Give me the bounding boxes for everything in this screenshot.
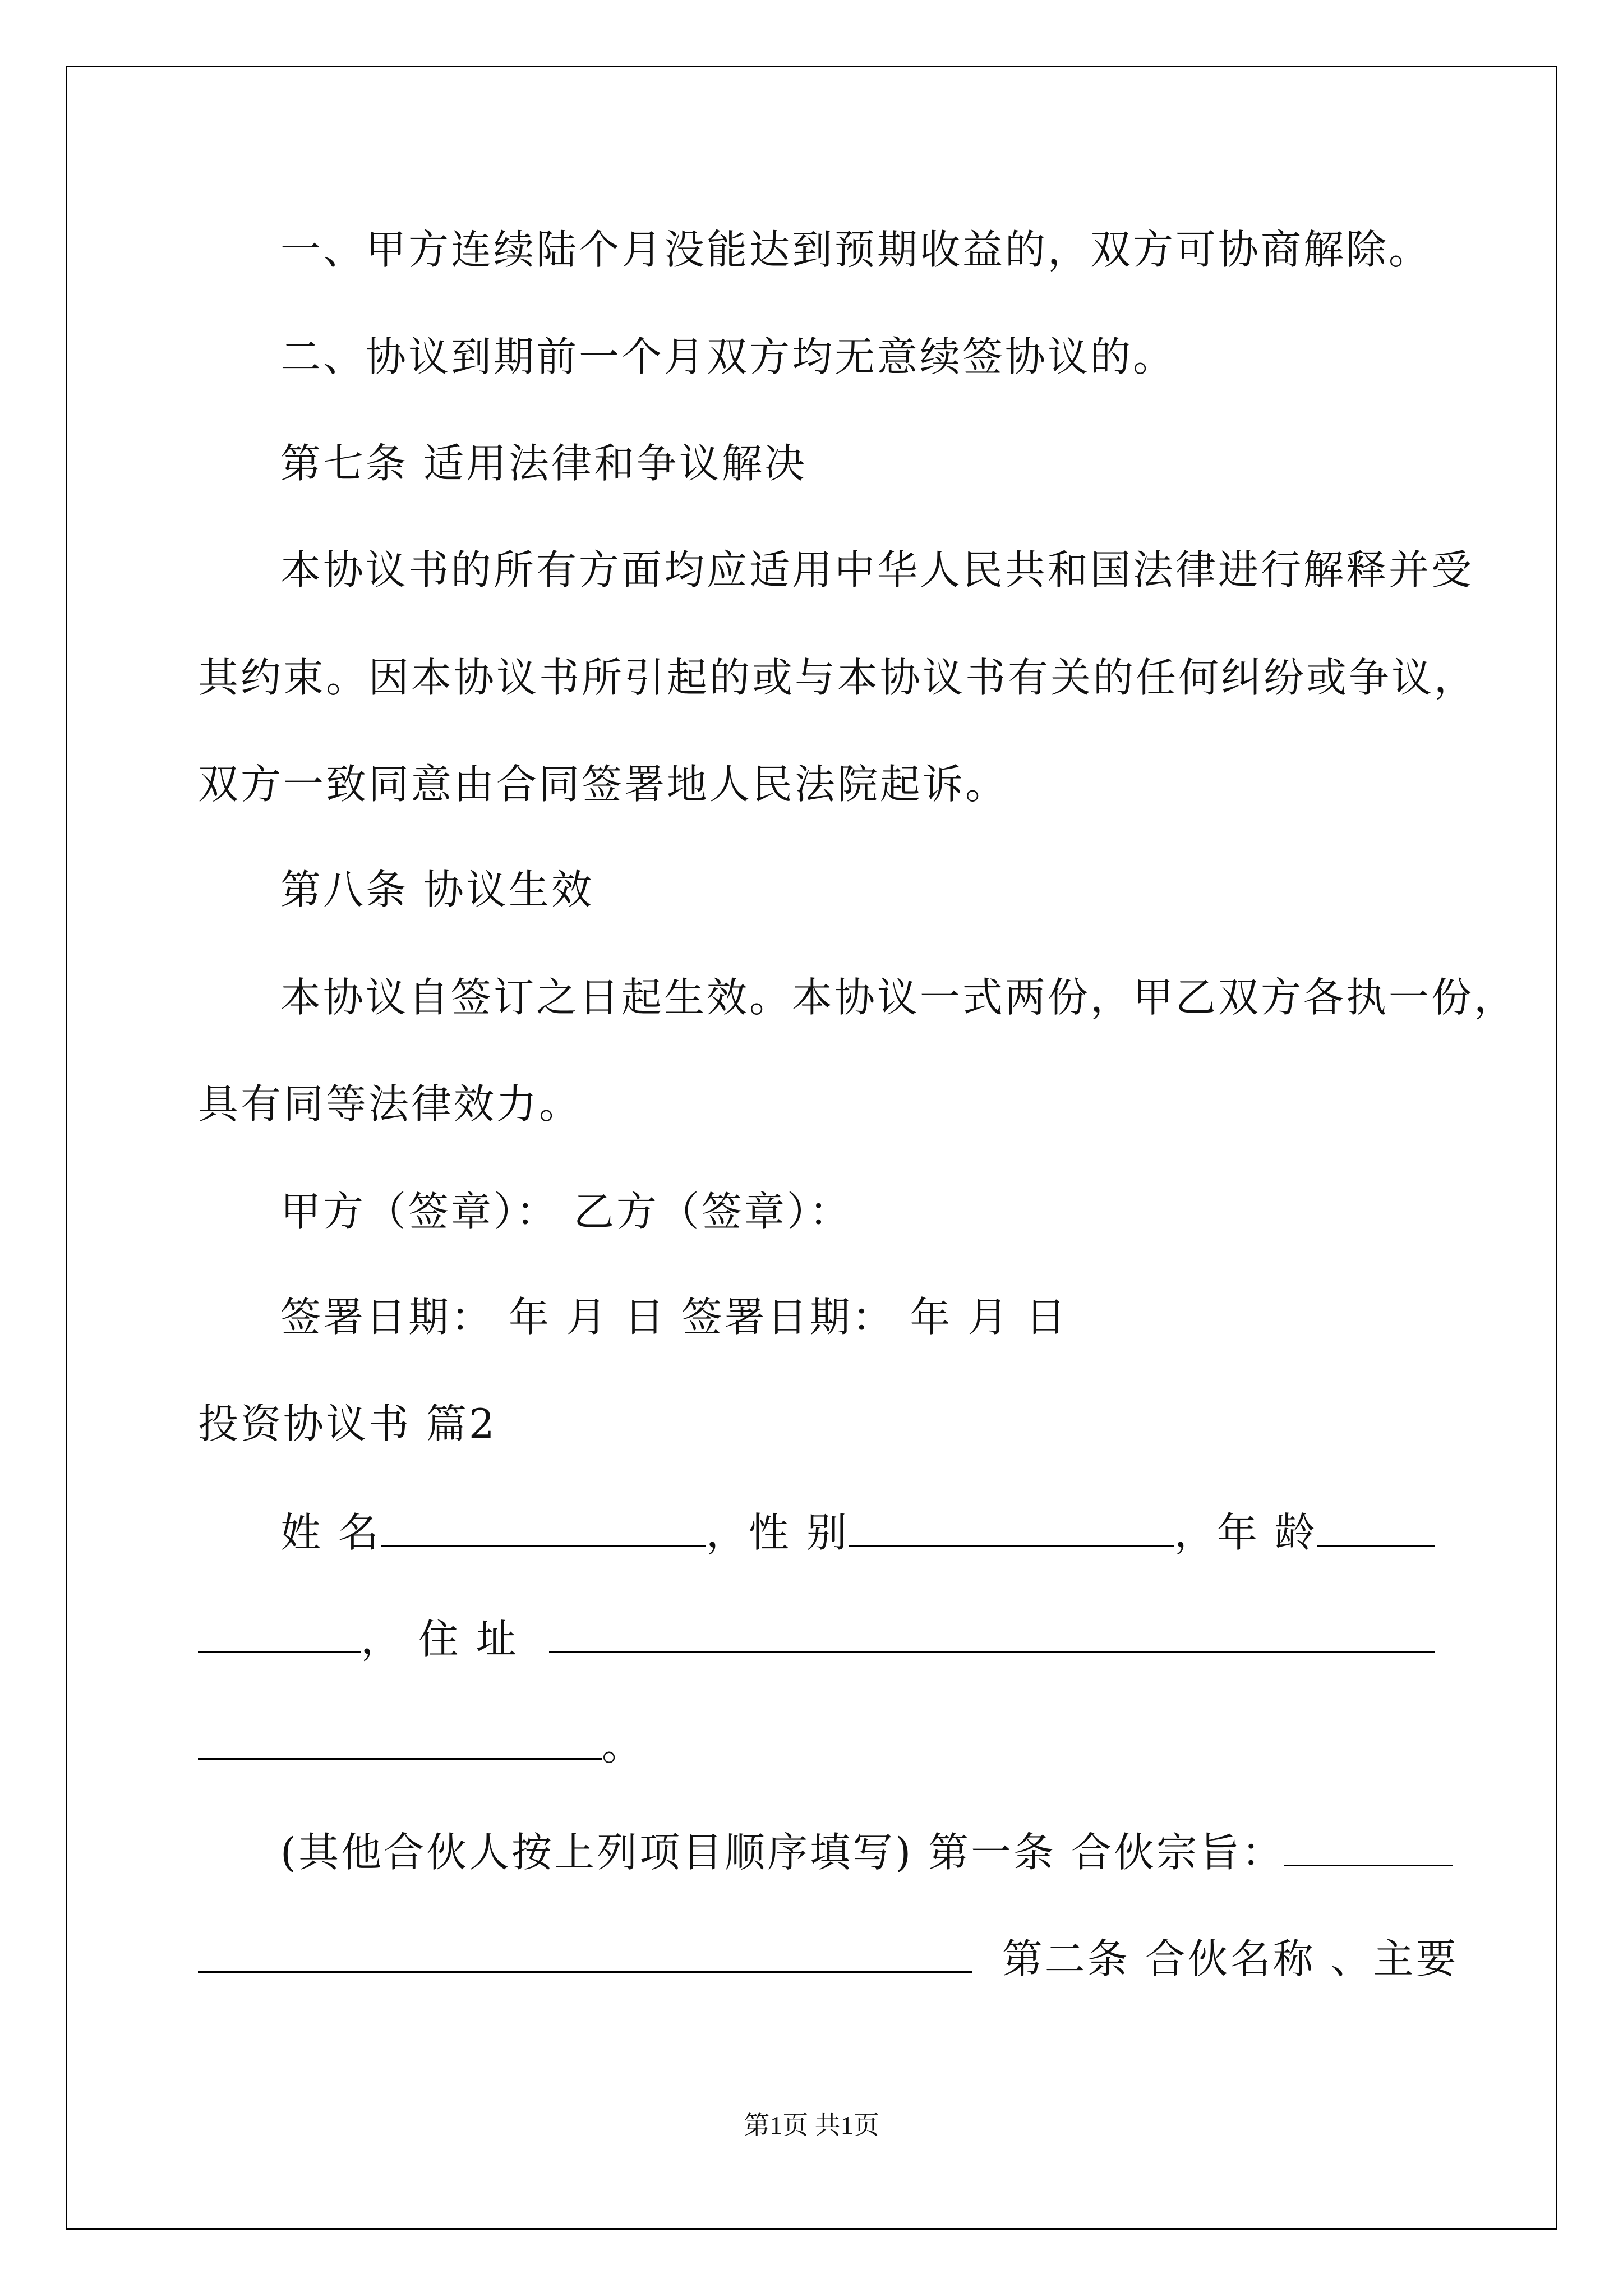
article-2-line (198, 1935, 1459, 1982)
text-line-9: 具有同等法律效力。 (198, 1080, 582, 1128)
address-blank-cont[interactable] (198, 1723, 602, 1760)
form-line-address-cont (198, 1722, 645, 1769)
form-line-address (198, 1616, 1435, 1663)
purpose-blank-cont[interactable] (198, 1936, 972, 1973)
name-blank[interactable] (381, 1510, 706, 1547)
text-line-4: 本协议书的所有方面均应适用中华人民共和国法律进行解释并受 (280, 546, 1474, 593)
gender-label: ，性 别 (706, 1509, 849, 1556)
note-line (280, 1829, 1453, 1876)
article-2-text: 第二条 合伙名称 、主要 (1002, 1935, 1459, 1982)
gender-blank[interactable] (849, 1510, 1174, 1547)
text-line-6: 双方一致同意由合同签署地人民法院起诉。 (198, 761, 1008, 808)
note-text: (其他合伙人按上列项目顺序填写) 第一条 合伙宗旨： (280, 1829, 1284, 1876)
article-7-heading: 第七条 适用法律和争议解决 (280, 440, 807, 487)
age-blank-cont[interactable] (198, 1617, 361, 1653)
age-blank[interactable] (1317, 1510, 1435, 1547)
signature-line: 甲方（签章）： 乙方（签章）： (280, 1188, 852, 1235)
text-line-8: 本协议自签订之日起生效。本协议一式两份，甲乙双方各执一份， (280, 974, 1517, 1021)
section-title: 投资协议书 篇2 (198, 1400, 497, 1447)
form-line-personal (280, 1509, 1435, 1556)
date-line: 签署日期： 年 月 日 签署日期： 年 月 日 (280, 1294, 1068, 1341)
end-mark: 。 (602, 1722, 645, 1769)
name-label: 姓 名 (280, 1509, 381, 1556)
address-label: ， 住 址 (361, 1616, 519, 1663)
age-label: ，年 龄 (1174, 1509, 1317, 1556)
page-border (66, 66, 1557, 2230)
text-line-2: 二、协议到期前一个月双方均无意续签协议的。 (280, 333, 1176, 380)
text-line-5: 其约束。因本协议书所引起的或与本协议书有关的任何纠纷或争议， (198, 654, 1477, 701)
address-blank[interactable] (549, 1617, 1435, 1653)
article-8-heading: 第八条 协议生效 (280, 866, 594, 913)
text-line-1: 一、甲方连续陆个月没能达到预期收益的，双方可协商解除。 (280, 226, 1432, 273)
purpose-blank[interactable] (1284, 1830, 1453, 1866)
page-footer: 第1页 共1页 (744, 2111, 879, 2139)
